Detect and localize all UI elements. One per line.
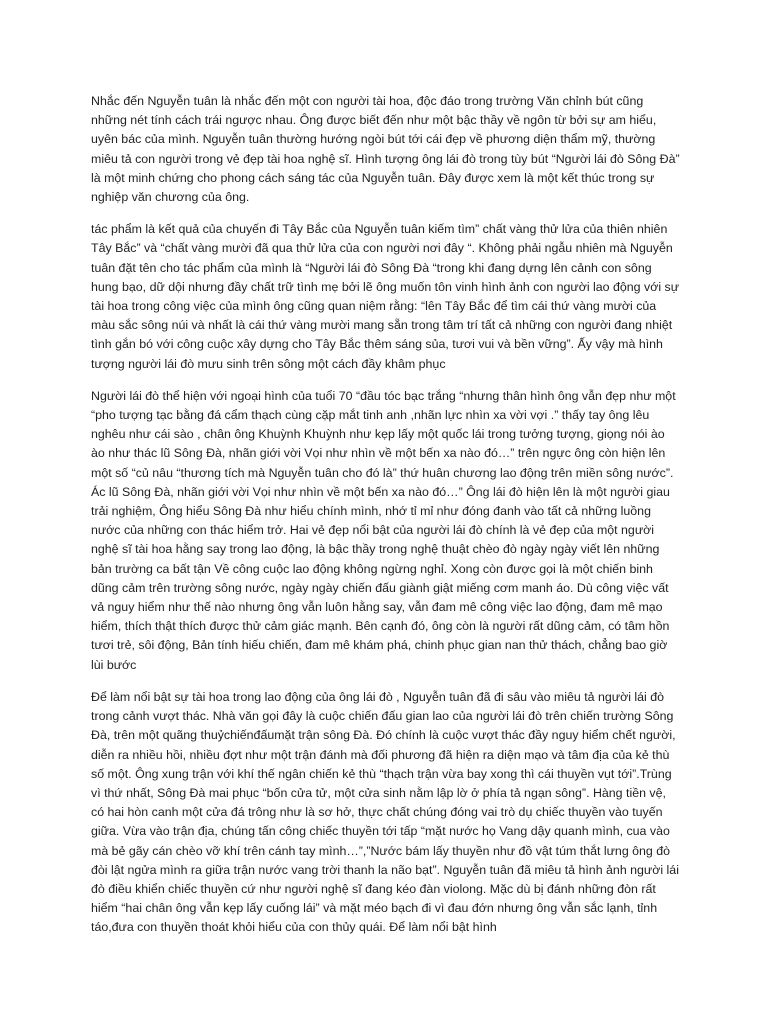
paragraph-4: Để làm nổi bật sự tài hoa trong lao động của ông lái đò , Nguyễn tuân đã đi sâu vào miêu tả người lái đò trong cảnh vượt thác. Nhà văn gọi đây là cuộc chiến đấu gian lao của người lái đò trên chiến trường Sông Đà, trên một quãng thuỷchiếnđấumặt trận sông Đà. Đó chính là cuộc vượt thác đầy nguy hiểm chết người, diễn ra nhiều hồi, nhiều đợt như một trận đánh mà đối phương đã hiện ra diện mạo và tâm địa của kẻ thù số một. Ông xung trận với khí thế ngân chiến kẻ thù “thạch trận vừa bay xong thì cái thuyền vụt tới”.Trùng vì thứ nhất, Sông Đà mai phục “bốn cửa tử, một cửa sinh nằm lập lờ ở phía tả ngạn sông”. Hàng tiền vệ, có hai hòn canh một cửa đá trông như là sơ hở, thực chất chúng đóng vai trò dụ chiếc thuyền vào tuyến giữa. Vừa vào trận địa, chúng tấn công chiếc thuyền tới tấp “mặt nước họ Vang dậy quanh mình, cua vào mà bẻ gãy cán chèo vỡ khí trên cánh tay mình…”,”Nước bám lấy thuyền như đồ vật túm thắt lưng ông đò đòi lật ngửa mình ra giữa trận nước vang trời thanh la não bạt”. Nguyễn tuân đã miêu tả hình ảnh người lái đò điều khiển chiếc thuyền cứ như người nghệ sĩ đang kéo đàn violong. Mặc dù bị đánh những đòn rất hiểm “hai chân ông vẫn kẹp lấy cuống lái” và mặt méo bạch đi vì đau đớn nhưng ông vẫn sắc lạnh, tỉnh táo,đưa con thuyền thoát khỏi hiểu của con thủy quái. Để làm nổi bật hình xyxy=(91,689,679,935)
paragraph-1: Nhắc đến Nguyễn tuân là nhắc đến một con người tài hoa, độc đáo trong trường Văn chỉnh bút cũng những nét tính cách trái ngược nhau. Ông được biết đến như một bậc thầy về ngôn từ bởi sự am hiểu, uyên bác của mình. Nguyễn tuân thường hướng ngòi bút tới cái đẹp về phương diện thẩm mỹ, thường miêu tả con người trong vẻ đẹp tài hoa nghệ sĩ. Hình tượng ông lái đò trong tùy bút “Người lái đò Sông Đà” là một minh chứng cho phong cách sáng tác của Nguyễn tuân. Đây được xem là một kết thúc trong sự nghiệp văn chương của ông. xyxy=(91,94,680,205)
paragraph-3: Người lái đò thể hiện với ngoại hình của tuổi 70 “đầu tóc bạc trắng “nhưng thân hình ông vẫn đẹp như một “pho tượng tạc bằng đá cẩm thạch cùng cặp mắt tinh anh ,nhãn lực nhìn xa vời vợi .” thấy tay ông lêu nghêu như cái sào , chân ông Khuỳnh Khuỳnh như kẹp lấy một quốc lái trong tưởng tượng, giọng nói ào ào như thác lũ Sông Đà, nhãn giới vời Vọi như nhìn về một bến xa nào đó…” trên ngực ông còn hiện lên một số “củ nâu “thương tích mà Nguyễn tuân cho đó là” thứ huân chương lao động trên miền sông nước”. Ác lũ Sông Đà, nhãn giới vời Vọi như nhìn về một bến xa nào đó…” Ông lái đò hiện lên là một người giau trải nghiệm, Ông hiểu Sông Đà như hiểu chính mình, nhớ tỉ mỉ như đóng đanh vào tất cả những luồng nước của những con thác hiểm trở. Hai vẻ đẹp nổi bật của người lái đò chính là vẻ đẹp của một người nghệ sĩ tài hoa hằng say trong lao động, là bậc thầy trong nghệ thuật chèo đò ngày ngày viết lên những bản trường ca bất tận Về công cuộc lao động không ngừng nghỉ. Xong còn được gọi là một chiến binh dũng cảm trên trường sông nước, ngày ngày chiến đấu giành giật miếng cơm manh áo. Dù công việc vất vả nguy hiểm như thế nào nhưng ông vẫn luôn hằng say, vẫn đam mê công việc lao động, đam mê mạo hiểm, thích thật thích được thử cảm giác mạnh. Bên cạnh đó, ông còn là người rất dũng cảm, có tâm hồn tươi trẻ, sôi động, Bản tính hiếu chiến, đam mê khám phá, chinh phục gian nan thử thách, chẳng bao giờ lùi bước xyxy=(91,388,676,672)
paragraph-2: tác phẩm là kết quả của chuyến đi Tây Bắc của Nguyễn tuân kiếm tìm” chất vàng thử lửa của thiên nhiên Tây Bắc” và “chất vàng mười đã qua thử lửa của con người nơi đây “. Không phải ngẫu nhiên mà Nguyễn tuân đặt tên cho tác phẩm của mình là “Người lái đò Sông Đà “trong khi đang dựng lên cảnh con sông hung bạo, dữ dội nhưng đầy chất trữ tình mẹ bởi lẽ ông muốn tôn vinh hình ảnh con người lao động với sự tài hoa trong công việc của mình ông cũng quan niệm rằng: “lên Tây Bắc để tìm cái thứ vàng mười của màu sắc sông núi và nhất là cái thứ vàng mười mang sẵn trong tâm trí tất cả những con người đang nhiệt tình gắn bó với công cuộc xây dựng cho Tây Bắc thêm sáng sủa, tươi vui và bền vững”. Ấy vậy mà hình tượng người lái đò mưu sinh trên sông một cách đầy khâm phục xyxy=(91,222,679,371)
